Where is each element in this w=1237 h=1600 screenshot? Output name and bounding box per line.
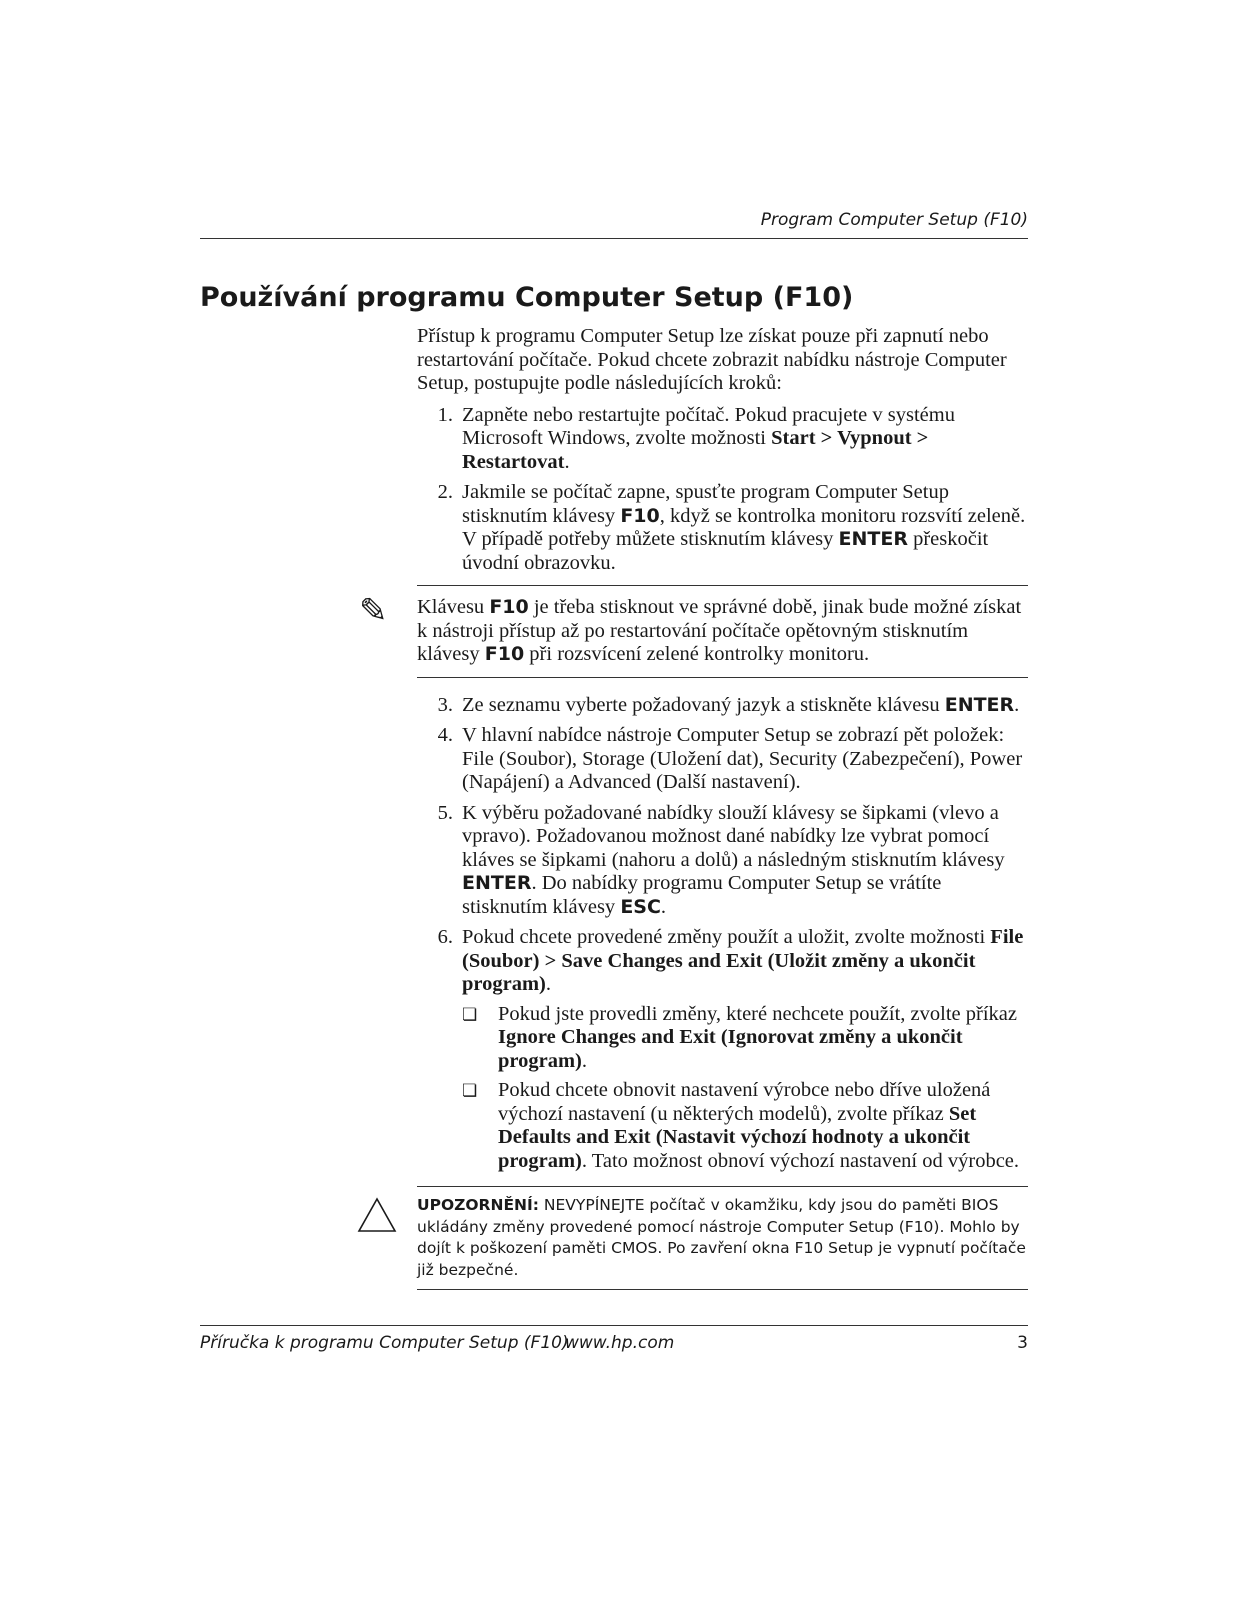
key-name: F10 <box>484 643 525 665</box>
key-name: ENTER <box>462 872 532 894</box>
step-text-part: přeskočit úvodní obrazovku. <box>462 528 989 574</box>
page-number: 3 <box>1017 1333 1028 1353</box>
warning-body: NEVYPÍNEJTE počítač v okamžiku, kdy jsou do paměti BIOS ukládány změny provedené pomocí nástroje Computer Setup (F10). Mohlo by dojít k poškození paměti CMOS. Po zavření okna F10 Setup je vypnutí počítače již bezpečné. <box>417 1196 1026 1279</box>
note-text-part: je třeba stisknout ve správné době, jinak bude možné získat k nástroji přístup až po restartování počítače opětovným stisknutím klávesy <box>417 596 1022 665</box>
sub-text-part: . <box>581 1049 588 1072</box>
warning-box <box>417 1187 1028 1289</box>
step-5 <box>417 802 1028 920</box>
step-text-part: Pokud chcete provedené změny použít a uložit, zvolte možnosti <box>462 926 991 948</box>
pencil-note-icon: ✎ <box>359 591 388 631</box>
step-6 <box>417 926 1028 1179</box>
key-name: F10 <box>620 504 660 527</box>
steps-list-2 <box>417 694 1028 1180</box>
menu-path: Start > Vypnout > Restartovat <box>462 427 929 473</box>
sub-options-list <box>462 1003 1028 1174</box>
step-text <box>462 926 1028 1179</box>
main-content <box>359 325 1028 1290</box>
step-text-part: , když se kontrolka monitoru rozsvítí zeleně. V případě potřeby můžete stisknutím klávesy <box>462 504 1026 550</box>
sub-text-part: Pokud jste provedli změny, které nechcete použít, zvolte příkaz <box>498 1002 1017 1025</box>
step-text-part: K výběru požadované nabídky slouží klávesy se šipkami (vlevo a vpravo). Požadovanou možnost dané nabídky lze vybrat pomocí kláves se šipkami (nahoru a dolů) a následným stisknutím klávesy <box>462 801 1005 871</box>
footer-title: Příručka k programu Computer Setup (F10) <box>200 1333 569 1353</box>
step-2 <box>417 481 1028 575</box>
step-number: 1. <box>437 403 453 426</box>
steps-list-1 <box>417 404 1028 576</box>
step-text-part: . <box>564 450 570 473</box>
caution-triangle-icon <box>357 1197 397 1233</box>
key-name: ESC <box>620 895 661 918</box>
intro-paragraph: Přístup k programu Computer Setup lze získat pouze při zapnutí nebo restartování počítače. Pokud chcete zobrazit nabídku nástroje Computer Setup, postupujte podle následujících kroků: <box>417 325 1007 394</box>
step-text-part: . <box>545 973 552 995</box>
warning-text <box>417 1195 1028 1281</box>
step-text-part: . <box>660 895 667 918</box>
key-name: ENTER <box>944 693 1015 716</box>
checkbox-bullet-icon: ❏ <box>462 1081 478 1100</box>
note-bottom-rule <box>417 677 1028 678</box>
step-1 <box>417 404 1028 475</box>
checkbox-bullet-icon: ❏ <box>462 1004 478 1024</box>
running-header: Program Computer Setup (F10) <box>760 210 1028 230</box>
note-box <box>359 586 1028 677</box>
step-number: 5. <box>437 801 453 824</box>
step-text <box>462 802 1028 920</box>
page-title: Používání programu Computer Setup (F10) <box>200 282 854 313</box>
sub-text-part: . Tato možnost obnoví výchozí nastavení od výrobce. <box>581 1149 1020 1172</box>
step-text-part: Jakmile se počítač zapne, spusťte program Computer Setup stisknutím klávesy <box>462 481 949 527</box>
note-text-part: Klávesu <box>417 596 490 618</box>
step-text-part: Ze seznamu vyberte požadovaný jazyk a stiskněte klávesu <box>462 693 945 716</box>
step-number: 4. <box>437 724 453 746</box>
step-text: V hlavní nabídce nástroje Computer Setup se zobrazí pět položek: File (Soubor), Storage (Uložení dat), Security (Zabezpečení), Power (Napájení) a Advanced (Další nastavení). <box>462 724 1023 793</box>
footer-url: www.hp.com <box>565 1333 675 1353</box>
sub-text-part: Pokud chcete obnovit nastavení výrobce nebo dříve uložená výchozí nastavení (u některých modelů), zvolte příkaz <box>498 1079 991 1125</box>
header-rule <box>200 238 1028 239</box>
step-number: 3. <box>437 693 453 716</box>
menu-command: Ignore Changes and Exit (Ignorovat změny a ukončit program) <box>498 1026 963 1072</box>
sub-option-text <box>498 1003 1028 1074</box>
warning-bottom-rule <box>417 1289 1028 1290</box>
sub-option-ignore <box>462 1003 1028 1074</box>
step-text <box>462 404 1028 475</box>
warning-label: UPOZORNĚNÍ: <box>417 1196 539 1214</box>
step-number: 2. <box>437 481 453 503</box>
sub-option-text <box>498 1079 1028 1173</box>
menu-path: File (Soubor) > Save Changes and Exit (Uložit změny a ukončit program) <box>462 926 1024 995</box>
sub-option-defaults <box>462 1079 1028 1173</box>
step-number: 6. <box>437 926 453 948</box>
page-footer <box>200 1333 1028 1353</box>
footer-rule <box>200 1325 1028 1326</box>
step-text <box>462 694 1028 718</box>
step-text <box>462 481 1028 575</box>
key-name: F10 <box>489 596 529 618</box>
menu-command: Set Defaults and Exit (Nastavit výchozí hodnoty a ukončit program) <box>498 1102 977 1172</box>
step-4 <box>417 724 1028 795</box>
key-name: ENTER <box>838 528 908 550</box>
step-text-part: Zapněte nebo restartujte počítač. Pokud pracujete v systému Microsoft Windows, zvolte možnosti <box>462 403 955 449</box>
note-text <box>417 596 1028 667</box>
step-text-part: . Do nabídky programu Computer Setup se vrátíte stisknutím klávesy <box>462 872 942 918</box>
step-3 <box>417 694 1028 718</box>
note-text-part: při rozsvícení zelené kontrolky monitoru. <box>524 643 870 665</box>
step-text-part: . <box>1014 693 1020 716</box>
